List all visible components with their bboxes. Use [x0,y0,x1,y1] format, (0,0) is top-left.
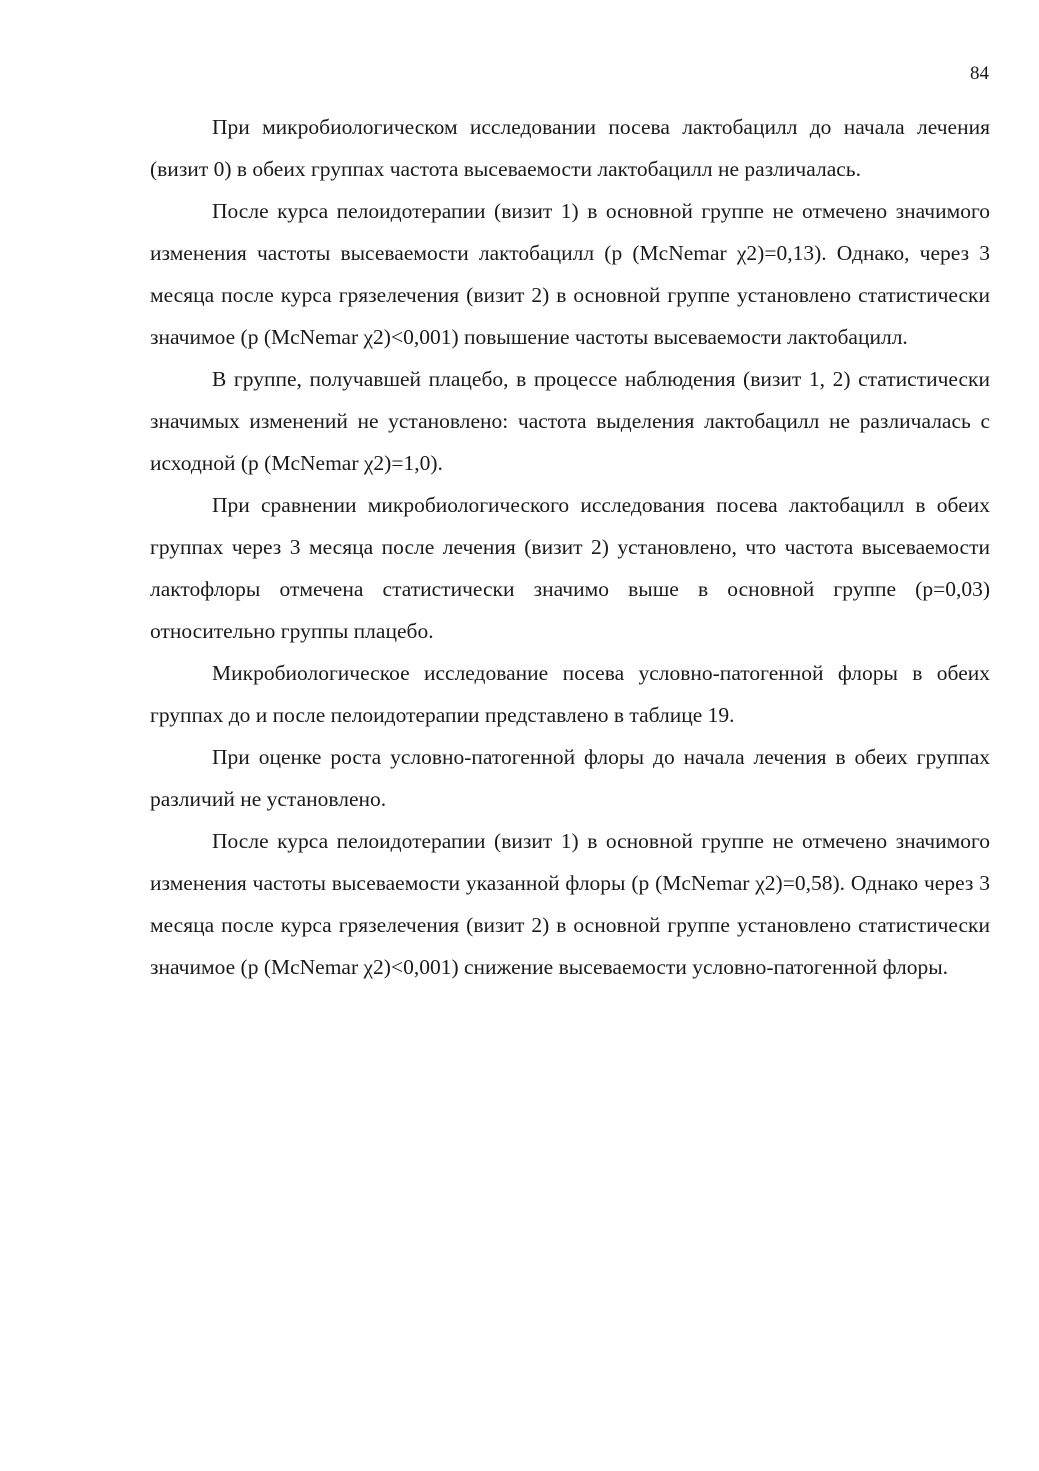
page-number: 84 [970,63,989,84]
paragraph-lactobacilli-baseline: При микробиологическом исследовании посева лактобацилл до начала лечения (визит 0) в обеих группах частота высеваемости лактобацилл не различалась. [150,115,990,181]
paragraph-group-comparison: При сравнении микробиологического исследования посева лактобацилл в обеих группах через 3 месяца после лечения (визит 2) установлено, что частота высеваемости лактофлоры отмечена статистически значимо выше в основной группе (p=0,03) относительно группы плацебо. [150,493,990,643]
paragraph-opportunistic-flora-baseline: При оценке роста условно-патогенной флоры до начала лечения в обеих группах различий не установлено. [150,745,990,811]
paragraph-placebo-group: В группе, получавшей плацебо, в процессе наблюдения (визит 1, 2) статистически значимых изменений не установлено: частота выделения лактобацилл не различалась с исходной (p (McNemar χ2)=1,0). [150,367,990,475]
document-body [150,106,990,988]
paragraph-main-group-lactobacilli: После курса пелоидотерапии (визит 1) в основной группе не отмечено значимого изменения частоты высеваемости лактобацилл (p (McNemar χ2)=0,13). Однако, через 3 месяца после курса грязелечения (визит 2) в основной группе установлено статистически значимое (p (McNemar χ2)<0,001) повышение частоты высеваемости лактобацилл. [150,199,990,349]
paragraph-opportunistic-flora-main-group: После курса пелоидотерапии (визит 1) в основной группе не отмечено значимого изменения частоты высеваемости указанной флоры (p (McNemar χ2)=0,58). Однако через 3 месяца после курса грязелечения (визит 2) в основной группе установлено статистически значимое (p (McNemar χ2)<0,001) снижение высеваемости условно-патогенной флоры. [150,829,990,979]
paragraph-opportunistic-flora-intro: Микробиологическое исследование посева условно-патогенной флоры в обеих группах до и после пелоидотерапии представлено в таблице 19. [150,661,990,727]
